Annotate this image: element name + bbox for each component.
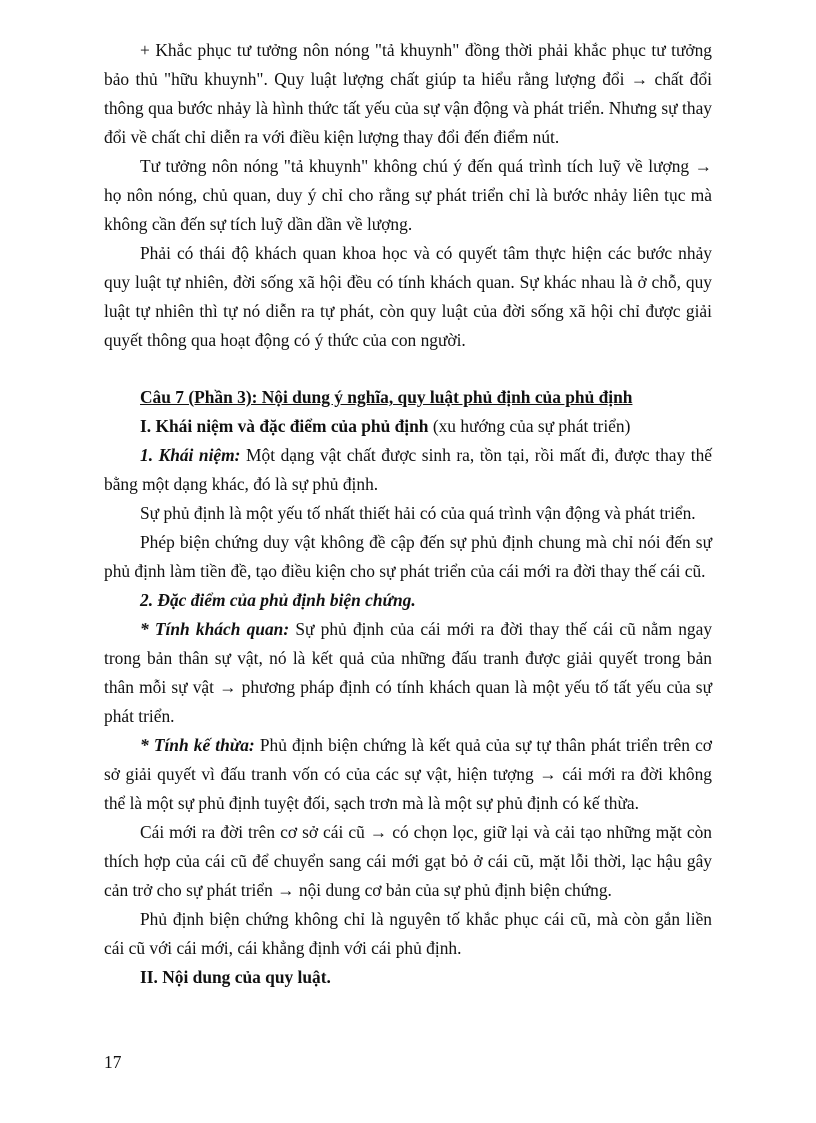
paragraph-link: Phủ định biện chứng không chỉ là nguyên tố khắc phục cái cũ, mà còn gắn liền cái cũ với cái mới, cái khẳng định với cái phủ định. [104, 909, 712, 958]
question-heading: Câu 7 (Phần 3): Nội dung ý nghĩa, quy luật phủ định của phủ định [140, 387, 633, 407]
inherit-label: * Tính kế thừa: [140, 735, 255, 755]
paragraph-impatient-thinking: Tư tưởng nôn nóng "tả khuynh" không chú ý đến quá trình tích luỹ về lượng → họ nôn nóng, chủ quan, duy ý chỉ cho rằng sự phát triển chỉ là bước nhảy liên tục mà không cần đến sự tích luỹ dần dần về lượng. [104, 156, 712, 234]
features-heading [104, 586, 712, 615]
concept-label: 1. Khái niệm: [140, 445, 241, 465]
objective-label: * Tính khách quan: [140, 619, 290, 639]
section-2-title: II. Nội dung của quy luật. [140, 967, 331, 987]
section-1-heading [104, 412, 712, 441]
concept-text: Một dạng vật chất được sinh ra, tồn tại, rồi mất đi, được thay thế bằng một dạng khác, đó là sự phủ định. [104, 445, 712, 494]
paragraph-dialectic: Phép biện chứng duy vật không đề cập đến sự phủ định chung mà chỉ nói đến sự phủ định làm tiền đề, tạo điều kiện cho sự phát triển của cái mới ra đời thay thế cái cũ. [104, 532, 712, 581]
section-1-note: (xu hướng của sự phát triển) [428, 416, 631, 436]
paragraph-inheritance [104, 731, 712, 818]
paragraph-new-thing: Cái mới ra đời trên cơ sở cái cũ → có chọn lọc, giữ lại và cải tạo những mặt còn thích hợp của cái cũ để chuyển sang cái mới gạt bỏ ở cái cũ, mặt lỗi thời, lạc hậu gây cản trở cho sự phát triển → nội dung cơ bản của sự phủ định biện chứng. [104, 822, 712, 900]
page-number: 17 [104, 1052, 122, 1072]
features-title: 2. Đặc điểm của phủ định biện chứng. [140, 590, 416, 610]
paragraph-necessary: Sự phủ định là một yếu tố nhất thiết hải có của quá trình vận động và phát triển. [140, 503, 696, 523]
question-heading-container [104, 383, 712, 412]
paragraph-objective-attitude: Phải có thái độ khách quan khoa học và có quyết tâm thực hiện các bước nhảy quy luật tự nhiên, đời sống xã hội đều có tính khách quan. Sự khác nhau là ở chỗ, quy luật tự nhiên thì tự nó diễn ra tự phát, còn quy luật của đời sống xã hội chỉ được giải quyết thông qua hoạt động có ý thức của con người. [104, 243, 712, 350]
paragraph-overcome-leftism: + Khắc phục tư tưởng nôn nóng "tả khuynh" đồng thời phải khắc phục tư tưởng bảo thủ "hữu khuynh". Quy luật lượng chất giúp ta hiểu rằng lượng đổi → chất đổi thông qua bước nhảy là hình thức tất yếu của sự vận động và phát triển. Nhưng sự thay đổi về chất chỉ diễn ra với điều kiện lượng thay đổi đến điểm nút. [104, 40, 712, 147]
paragraph-objective [104, 615, 712, 731]
section-2-heading [104, 963, 712, 992]
section-1-title: I. Khái niệm và đặc điểm của phủ định [140, 416, 429, 436]
inherit-text: Phủ định biện chứng là kết quả của sự tự thân phát triển trên cơ sở giải quyết vì đấu tranh vốn có của các sự vật, hiện tượng → cái mới ra đời không thể là một sự phủ định tuyệt đối, sạch trơn mà là một sự phủ định có kế thừa. [104, 735, 712, 813]
paragraph-concept [104, 441, 712, 499]
objective-text: Sự phủ định của cái mới ra đời thay thế cái cũ nằm ngay trong bản thân sự vật, nó là kết quả của những đấu tranh được giải quyết trong bản thân mỗi sự vật → phương pháp định có tính khách quan là một yếu tố tất yếu của sự phát triển. [104, 619, 713, 726]
